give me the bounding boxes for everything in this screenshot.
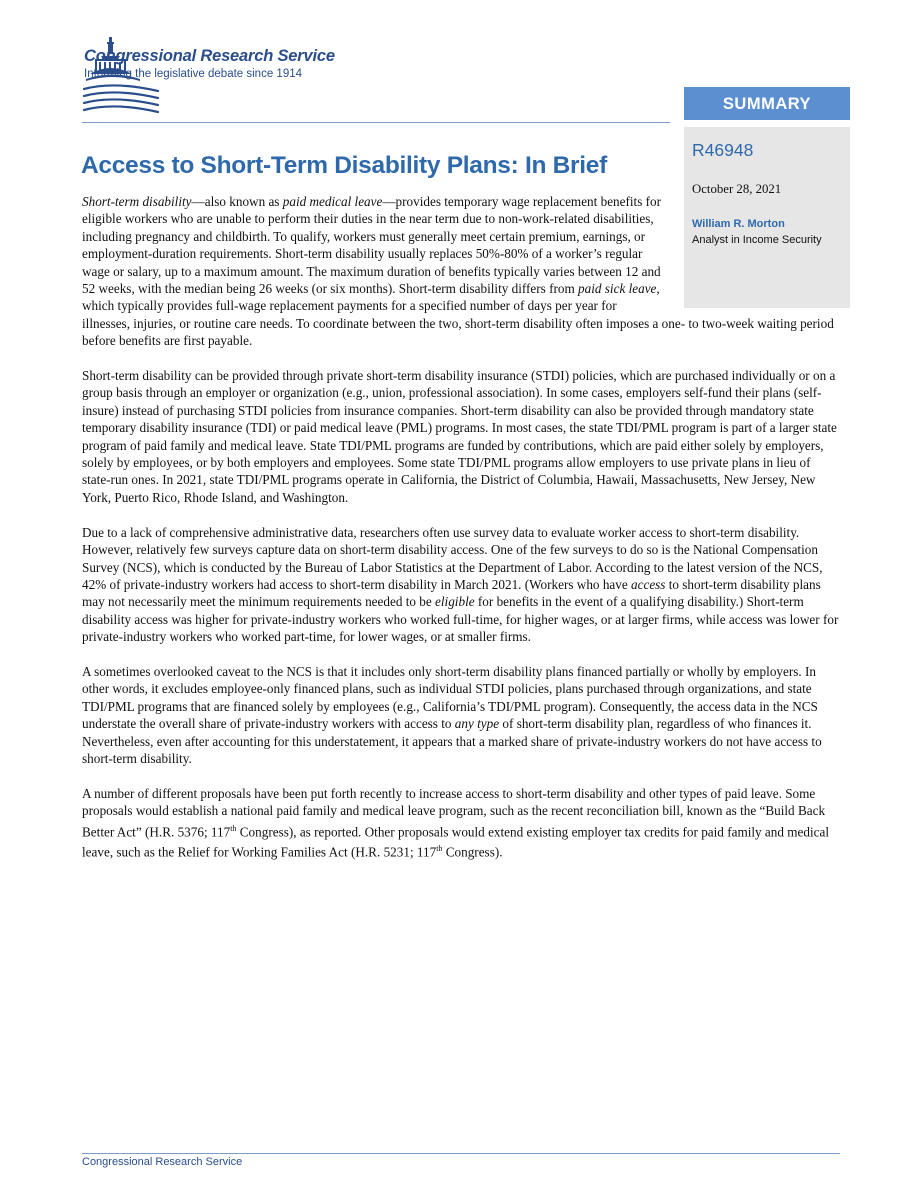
paragraph-2: Short-term disability can be provided through private short-term disability insurance (STDI) policies, which are purchased individually or on a group basis through an employer or organization (e.g., union, professional association). In some cases, employers self-fund their plans (self-insure) instead of purchasing STDI policies from insurance companies. Short-term disability can also be provided through mandatory state temporary disability insurance (TDI) or paid medical leave (PML) programs. In most cases, the state TDI/PML program is part of a larger state program of paid family and medical leave. State TDI/PML programs are funded by contributions, which are paid either solely by employers, solely by employees, or by both employers and employees. Some state TDI/PML programs allow employers to use private plans in lieu of state-run ones. In 2021, state TDI/PML programs operate in California, the District of Columbia, Hawaii, Massachusetts, New Jersey, New York, Puerto Rico, Rhode Island, and Washington. <box>82 368 837 505</box>
footer-divider <box>82 1153 840 1154</box>
author-name[interactable]: William R. Morton <box>692 218 785 230</box>
paragraph-5: A number of different proposals have been put forth recently to increase access to short-term disability and other types of paid leave. Some proposals would establish a national paid family and medical leave program, such as the recent reconciliation bill, known as the “Build Back Better Act” (H.R. 5376; 117th Congress), as reported. Other proposals would extend existing employer tax credits for paid family and medical leave, such as the Relief for Working Families Act (H.R. 5231; 117th Congress). <box>82 785 829 860</box>
org-tagline: Informing the legislative debate since 1914 <box>84 68 303 80</box>
header-divider <box>82 122 670 123</box>
footer-org: Congressional Research Service <box>82 1156 243 1168</box>
paragraph-3: Due to a lack of comprehensive administrative data, researchers often use survey data to evaluate worker access to short-term disability. However, relatively few surveys capture data on short-term disability access. One of the few surveys to do so is the National Compensation Survey (NCS), which is conducted by the Bureau of Labor Statistics at the Department of Labor. According to the latest version of the NCS, 42% of private-industry workers had access to short-term disability in March 2021. (Workers who have access to short-term disability plans may not necessarily meet the minimum requirements needed to be eligible for benefits in the event of a qualifying disability.) Short-term disability access was higher for private-industry workers who worked full-time, for higher wages, or at larger firms, while access was lower for private-industry workers who worked part-time, for lower wages, or at smaller firms. <box>82 524 839 645</box>
summary-tab: SUMMARY <box>684 87 850 120</box>
report-number: R46948 <box>692 140 754 160</box>
paragraph-1: Short-term disability—also known as paid medical leave—provides temporary wage replacement benefits for eligible workers who are unable to perform their duties in the near term due to non-work-related disabilities, including pregnancy and childbirth. To qualify, workers must generally meet certain premium, earnings, or employment-duration requirements. Short-term disability usually replaces 50%-80% of a worker’s regular wage or salary, up to a maximum amount. The maximum duration of benefits typically varies between 12 and 52 weeks, with the median being 26 weeks (or six months). Short-term disability differs from paid sick leave, which typically provides full-wage replacement payments for a specified number of days per year for illnesses, injuries, or routine care needs. To coordinate between the two, short-term disability often imposes a one- to two-week waiting period before benefits are first payable. <box>82 194 834 349</box>
author-title: Analyst in Income Security <box>692 234 822 246</box>
org-name: Congressional Research Service <box>84 47 335 65</box>
page-title: Access to Short-Term Disability Plans: In Brief <box>81 152 607 179</box>
report-date: October 28, 2021 <box>692 182 782 196</box>
sidebar-spacer <box>664 193 842 303</box>
summary-body <box>82 193 842 879</box>
paragraph-4: A sometimes overlooked caveat to the NCS is that it includes only short-term disability plans financed partially or wholly by employers. In other words, it excludes employee-only financed plans, such as individual STDI policies, plans purchased through organizations, and state TDI/PML programs that are financed solely by employees (e.g., California’s TDI/PML program). Consequently, the access data in the NCS understate the overall share of private-industry workers with access to any type of short-term disability plan, regardless of who finances it. Nevertheless, even after accounting for this understatement, it appears that a marked share of private-industry workers do not have access to short-term disability. <box>82 663 822 766</box>
